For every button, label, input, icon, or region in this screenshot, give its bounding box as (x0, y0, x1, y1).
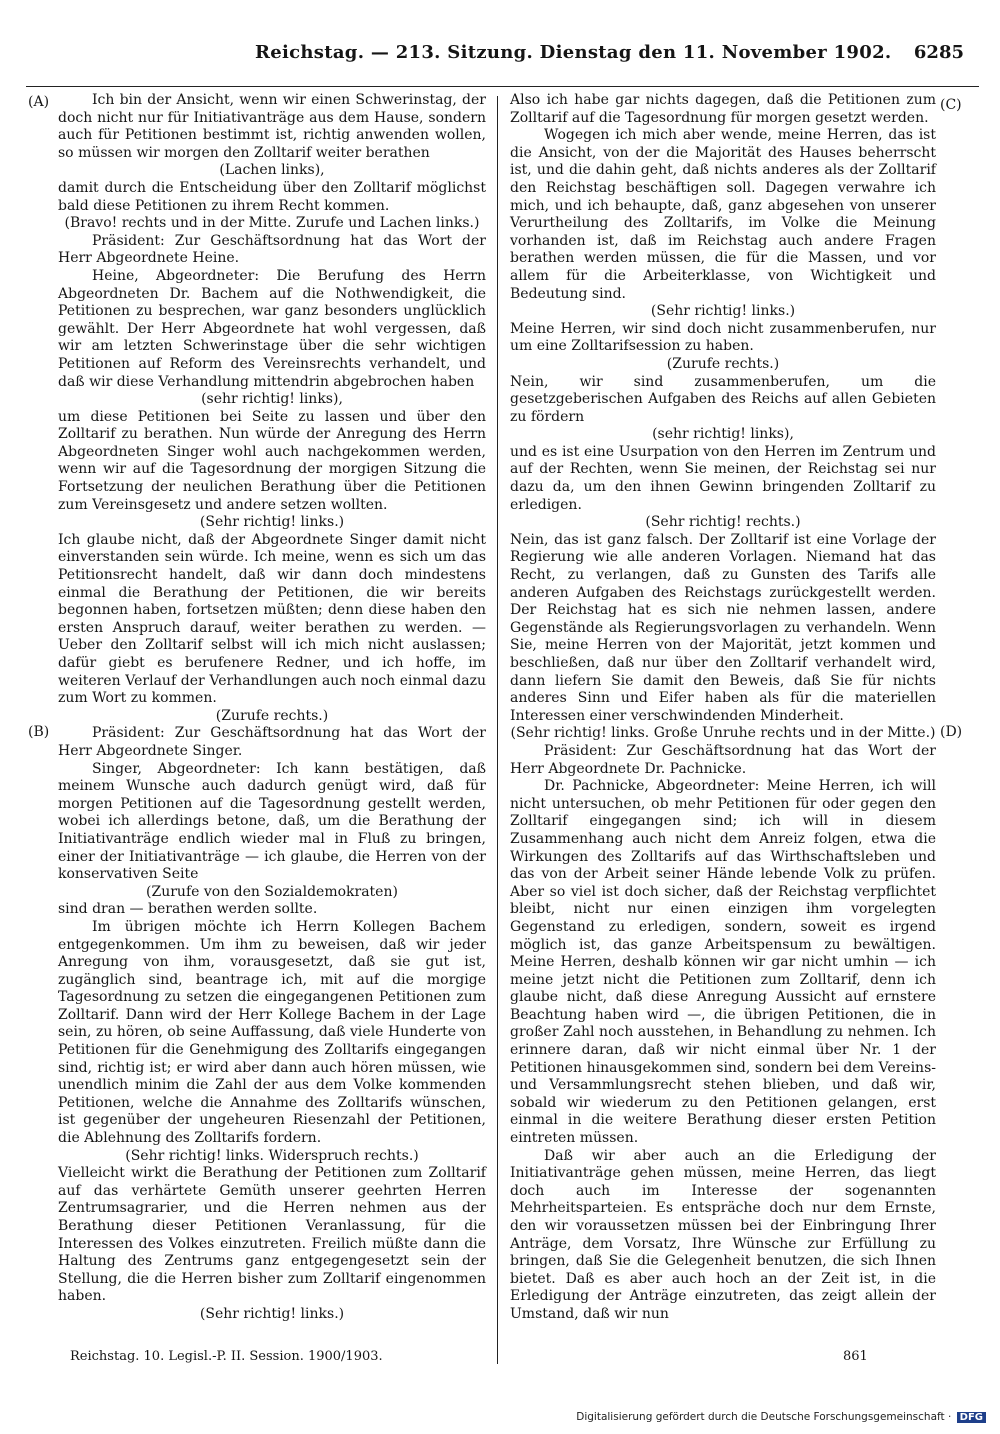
left-column-paragraph: (Zurufe von den Sozialdemokraten) (146, 883, 398, 900)
left-text-column (58, 92, 486, 1324)
footer-sheet-number: 861 (843, 1349, 868, 1364)
right-column-paragraph: Daß wir aber auch an die Erledigung der Initiativanträge gehen müssen, meine Herren, das liegt doch auch im Interesse der sogenannten Mehrheitsparteien. Es entspräche doch nur dem Ernste, den wir voraussetzen müssen bei der Einbringung Ihrer Anträge, dem Vorsatz, Ihre Wünsche zur Erfüllung zu bringen, daß Sie die Gelegenheit benutzen, die sich Ihnen bietet. Daß es aber auch hoch an der Zeit ist, in die Erledigung der Anträge einzutreten, das zeigt allein der Umstand, daß wir nun (510, 1147, 936, 1322)
footer-session-info: Reichstag. 10. Legisl.-P. II. Session. 1900/1903. (70, 1349, 383, 1364)
digitization-text: Digitalisierung gefördert durch die Deutsche Forschungsgemeinschaft · (576, 1411, 952, 1423)
right-column-paragraph: und es ist eine Usurpation von den Herren im Zentrum und auf der Rechten, wenn Sie meinen, der Reichstag sei nur dazu da, um den ihnen Gewinn bringenden Zolltarif zu erledigen. (510, 443, 936, 513)
left-column-paragraph: Ich bin der Ansicht, wenn wir einen Schwerinstag, der doch nicht nur für Initiativanträge aus dem Hause, sondern auch für Petitionen bestimmt ist, richtig anwenden wollen, so müssen wir morgen den Zolltarif weiter berathen (58, 92, 486, 161)
left-column-paragraph: Im übrigen möchte ich Herrn Kollegen Bachem entgegenkommen. Um ihm zu beweisen, daß wir jeder Anregung von ihm, vorausgesetzt, daß sie gut ist, zugänglich sind, beantrage ich, mit auf die morgige Tagesordnung zu setzen die eingegangenen Petitionen zum Zolltarif. Dann wird der Herr Kollege Bachem in der Lage sein, zu hören, ob seine Auffassung, daß viele Hunderte von Petitionen für die Genehmigung des Zolltarifs eingegangen sind, richtig ist; er wird aber dann auch hören müssen, wie unendlich minim die Zahl der aus dem Volke kommenden Petitionen, welche die Annahme des Zolltarifs wünschen, ist gegenüber der ungeheuren Riesenzahl der Petitionen, die Ablehnung des Zolltarifs fordern. (58, 918, 486, 1147)
left-column-paragraph: Ich glaube nicht, daß der Abgeordnete Singer damit nicht einverstanden sein würde. Ich meine, wenn es sich um das Petitionsrecht handelt, daß wir dann doch mindestens einmal die Berathung der Petitionen, die wir bereits begonnen haben, fortsetzen müßten; denn diese haben den ersten Anspruch darauf, weiter berathen zu werden. — Ueber den Zolltarif selbst will ich mich nicht auslassen; dafür giebt es berufenere Redner, und ich hoffe, im weiteren Verlauf der Verhandlungen auch noch einmal dazu zum Wort zu kommen. (58, 531, 486, 707)
left-column-paragraph: (sehr richtig! links), (201, 391, 343, 408)
right-column-paragraph: (Sehr richtig! links. Große Unruhe rechts und in der Mitte.) (510, 725, 936, 742)
right-column-paragraph: (Zurufe rechts.) (666, 355, 780, 372)
page-number: 6285 (913, 42, 964, 63)
header-rule (26, 86, 979, 87)
running-title: Reichstag. — 213. Sitzung. Dienstag den 11. November 1902. (255, 42, 892, 63)
right-column-paragraph: (Sehr richtig! links.) (650, 303, 796, 320)
left-column-paragraph: (Bravo! rechts und in der Mitte. Zurufe und Lachen links.) (64, 215, 480, 232)
left-column-paragraph: Singer, Abgeordneter: Ich kann bestätigen, daß meinem Wunsche auch dadurch genügt wird, daß für morgen Petitionen auf die Tagesordnung gestellt werden, wobei ich allerdings betone, daß, um die Berathung der Initiativanträge endlich wieder mal in Fluß zu bringen, einer der Initiativanträge — ich glaube, die Herren von der konservativen Seite (58, 760, 486, 883)
right-column-paragraph: Wogegen ich mich aber wende, meine Herren, das ist die Ansicht, von der die Majorität des Hauses beherrscht ist, und die dahin geht, daß nichts anderes als der Zolltarif den Reichstag beschäftigen soll. Dagegen verwahre ich mich, und ich behaupte, daß, ganz abgesehen von unserer Verurtheilung des Zolltarifs, im Volke die Meinung vorhanden ist, daß im Reichstag auch andere Fragen berathen werden müssen, die für die Massen, und vor allem für die Arbeiterklasse, von Wichtigkeit und Bedeutung sind. (510, 127, 936, 302)
left-column-paragraph: (Sehr richtig! links. Widerspruch rechts.) (125, 1147, 419, 1164)
left-column-paragraph: damit durch die Entscheidung über den Zolltarif möglichst bald diese Petitionen zu ihrem Recht kommen. (58, 179, 486, 214)
left-column-paragraph: (Sehr richtig! links.) (199, 1305, 345, 1322)
margin-marker-c: (C) (940, 97, 962, 113)
page-header (0, 42, 1000, 72)
left-column-paragraph: Heine, Abgeordneter: Die Berufung des Herrn Abgeordneten Dr. Bachem auf die Nothwendigkeit, die Petitionen zu besprechen, war ganz besonders unglücklich gewählt. Der Herr Abgeordnete hat wohl vergessen, daß wir am letzten Schwerinstage über die sehr wichtigen Petitionen auf Reform des Vereinsrechts verhandelt, und daß wir diese Verhandlung mittendrin abgebrochen haben (58, 267, 486, 390)
digitization-credit (576, 1411, 986, 1423)
left-column-paragraph: um diese Petitionen bei Seite zu lassen und über den Zolltarif zu berathen. Nun würde der Anregung des Herrn Abgeordneten Singer wohl auch nachgekommen werden, wenn wir auf die Tagesordnung der morgigen Sitzung die Fortsetzung der neulichen Berathung über die Petitionen zum Vereinsgesetz und andere setzen wollten. (58, 408, 486, 513)
right-column-paragraph: (sehr richtig! links), (652, 426, 794, 443)
left-column-paragraph: Vielleicht wirkt die Berathung der Petitionen zum Zolltarif auf das verhärtete Gemüth unserer geehrten Herren Zentrumsagrarier, und die Herren nehmen aus der Berathung dieser Petitionen Veranlassung, für die Interessen des Volkes einzutreten. Freilich müßte dann die Haltung des Zentrums ganz entgegengesetzt sein der Stellung, die die Herren bisher zum Zolltarif eingenommen haben. (58, 1165, 486, 1305)
column-divider (497, 96, 498, 1364)
right-column-paragraph: Dr. Pachnicke, Abgeordneter: Meine Herren, ich will nicht untersuchen, ob mehr Petitionen für oder gegen den Zolltarif eingegangen sind; ich will in diesem Zusammenhang auch nicht dem Anreiz folgen, etwa die Wirkungen des Zolltarifs auf das Wirthschaftsleben und das von der Arbeit seiner Hände lebende Volk zu prüfen. Aber so viel ist doch sicher, daß der Reichstag verpflichtet bleibt, nicht nur einen einzigen ihm vorgelegten Gegenstand zu erledigen, sondern, soweit es irgend möglich ist, das ganze Arbeitspensum zu bewältigen. Meine Herren, deshalb können wir gar nicht umhin — ich meine jetzt nicht die Petitionen zum Zolltarif, denn ich glaube nicht, daß diese Anregung Aussicht auf ernstere Beachtung haben wird —, die übrigen Petitionen, die in großer Zahl noch ausstehen, in Behandlung zu nehmen. Ich erinnere daran, daß wir nicht einmal über Nr. 1 der Petitionen hinausgekommen sind, sondern bei dem Vereins- und Versammlungsrecht stehen blieben, und daß wir, sobald wir wiederum zu den Petitionen gelangen, erst einmal in die weitere Berathung dieser ersten Petition eintreten müssen. (510, 778, 936, 1147)
left-column-paragraph: (Sehr richtig! links.) (199, 514, 345, 531)
dfg-logo: DFG (957, 1412, 986, 1423)
margin-marker-a: (A) (28, 94, 50, 110)
right-column-paragraph: Also ich habe gar nichts dagegen, daß die Petitionen zum Zolltarif auf die Tagesordnung für morgen gesetzt werden. (510, 92, 936, 126)
left-column-paragraph: (Lachen links), (219, 162, 325, 179)
left-column-paragraph: sind dran — berathen werden sollte. (58, 901, 318, 918)
right-text-column (510, 92, 936, 1324)
right-column-paragraph: Meine Herren, wir sind doch nicht zusammenberufen, nur um eine Zolltarifsession zu haben. (510, 320, 936, 355)
margin-marker-d: (D) (940, 724, 963, 740)
right-column-paragraph: Nein, wir sind zusammenberufen, um die gesetzgeberischen Aufgaben des Reichs auf allen Gebieten zu fördern (510, 373, 936, 425)
margin-marker-b: (B) (28, 724, 50, 740)
right-column-paragraph: Präsident: Zur Geschäftsordnung hat das Wort der Herr Abgeordnete Dr. Pachnicke. (510, 742, 936, 777)
left-column-paragraph: Präsident: Zur Geschäftsordnung hat das Wort der Herr Abgeordnete Heine. (58, 232, 486, 267)
left-column-paragraph: Präsident: Zur Geschäftsordnung hat das Wort der Herr Abgeordnete Singer. (58, 725, 486, 759)
right-column-paragraph: Nein, das ist ganz falsch. Der Zolltarif ist eine Vorlage der Regierung wie alle anderen Vorlagen. Niemand hat das Recht, zu verlangen, daß zu Gunsten des Tarifs alle anderen Aufgaben des Reichstags zurückgestellt werden. Der Reichstag hat es sich nie nehmen lassen, andere Gegenstände als Regierungsvorlagen zu verhandeln. Wenn Sie, meine Herren von der Majorität, jetzt kommen und beschließen, daß nur über den Zolltarif verhandelt wird, dann liefern Sie damit den Beweis, daß Sie für nichts anderes Sinn und Eifer haben als für die materiellen Interessen einer verschwindenden Minderheit. (510, 531, 936, 724)
right-column-paragraph: (Sehr richtig! rechts.) (645, 514, 801, 531)
left-column-paragraph: (Zurufe rechts.) (215, 707, 329, 724)
